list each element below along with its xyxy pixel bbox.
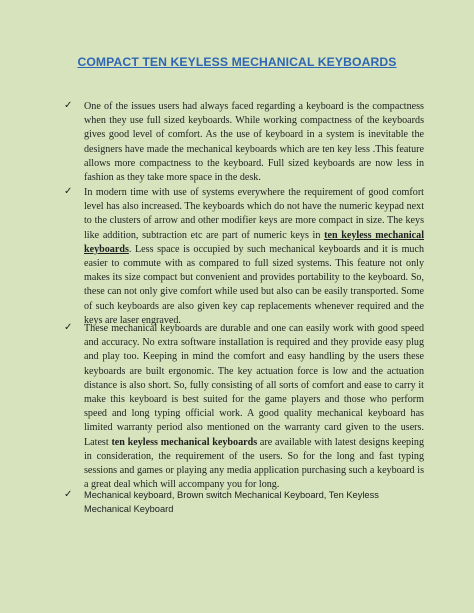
check-icon: ✓ bbox=[64, 489, 73, 500]
bullet-item-keywords bbox=[64, 489, 424, 516]
bullet-text bbox=[84, 186, 424, 328]
bullet-text-after: . Less space is occupied by such mechanical keyboards and it is much easier to commute with as compared to full sized systems. This feature not only makes its size compact but convenient and provides portability to the keyboard. So, these can not only give comfort while used but also can be easily transported. Some of such keyboards are also given key cap replacements whenever required and the keys are laser engraved. bbox=[84, 243, 424, 326]
bullet-text-after: are available with latest designs keeping in consideration, the requirement of the users. So for the long and fast typing sessions and games or playing any media application purchasing such a keyboard is a great deal which will accompany you for long. bbox=[84, 436, 424, 491]
bullet-text-before: In modern time with use of systems everywhere the requirement of good comfort level has also increased. The keyboards which do not have the numeric keypad next to the clusters of arrow and other modifier keys are more compact in size. The keys like addition, subtraction etc are part of numeric keys in bbox=[84, 187, 424, 241]
keywords-text: Mechanical keyboard, Brown switch Mechanical Keyboard, Ten Keyless Mechanical Keyboard bbox=[84, 490, 379, 514]
bullet-item-comfort bbox=[64, 186, 424, 328]
page-title: COMPACT TEN KEYLESS MECHANICAL KEYBOARDS bbox=[77, 55, 397, 69]
bullet-item-durability bbox=[64, 322, 424, 492]
bold-keyword: ten keyless mechanical keyboards bbox=[111, 436, 258, 448]
bullet-item-compactness bbox=[64, 100, 424, 185]
bullet-text bbox=[84, 322, 424, 492]
check-icon: ✓ bbox=[64, 100, 73, 111]
bullet-text-before: These mechanical keyboards are durable and one can easily work with good speed and accuracy. No extra software installation is required and they provide easy plug and play too. Keeping in mind the comfort and easy handling by the users these keyboards are built ergonomic. The key actuation force is low and the actuation distance is also short. So, fully consisting of all sorts of comfort and ease to carry it make this keyboard is best suited for the game players and those who perform speed and long typing official work. A good quality mechanical keyboard has limited warranty period also mentioned on the warranty card given to the users. Latest bbox=[84, 323, 424, 448]
bullet-text: One of the issues users had always faced regarding a keyboard is the compactness when they use full sized keyboards. While working compactness of the keyboards gives good level of comfort. As the use of keyboard in a system is inevitable the designers have made the mechanical keyboards which are ten key less .This feature allows more compactness to the keyboard. Full sized keyboards are now less in fashion as they take more space in the desk. bbox=[84, 101, 424, 184]
ten-keyless-keyboards-link[interactable]: ten keyless mechanical keyboards bbox=[84, 229, 425, 255]
check-icon: ✓ bbox=[64, 186, 73, 197]
check-icon: ✓ bbox=[64, 322, 73, 333]
